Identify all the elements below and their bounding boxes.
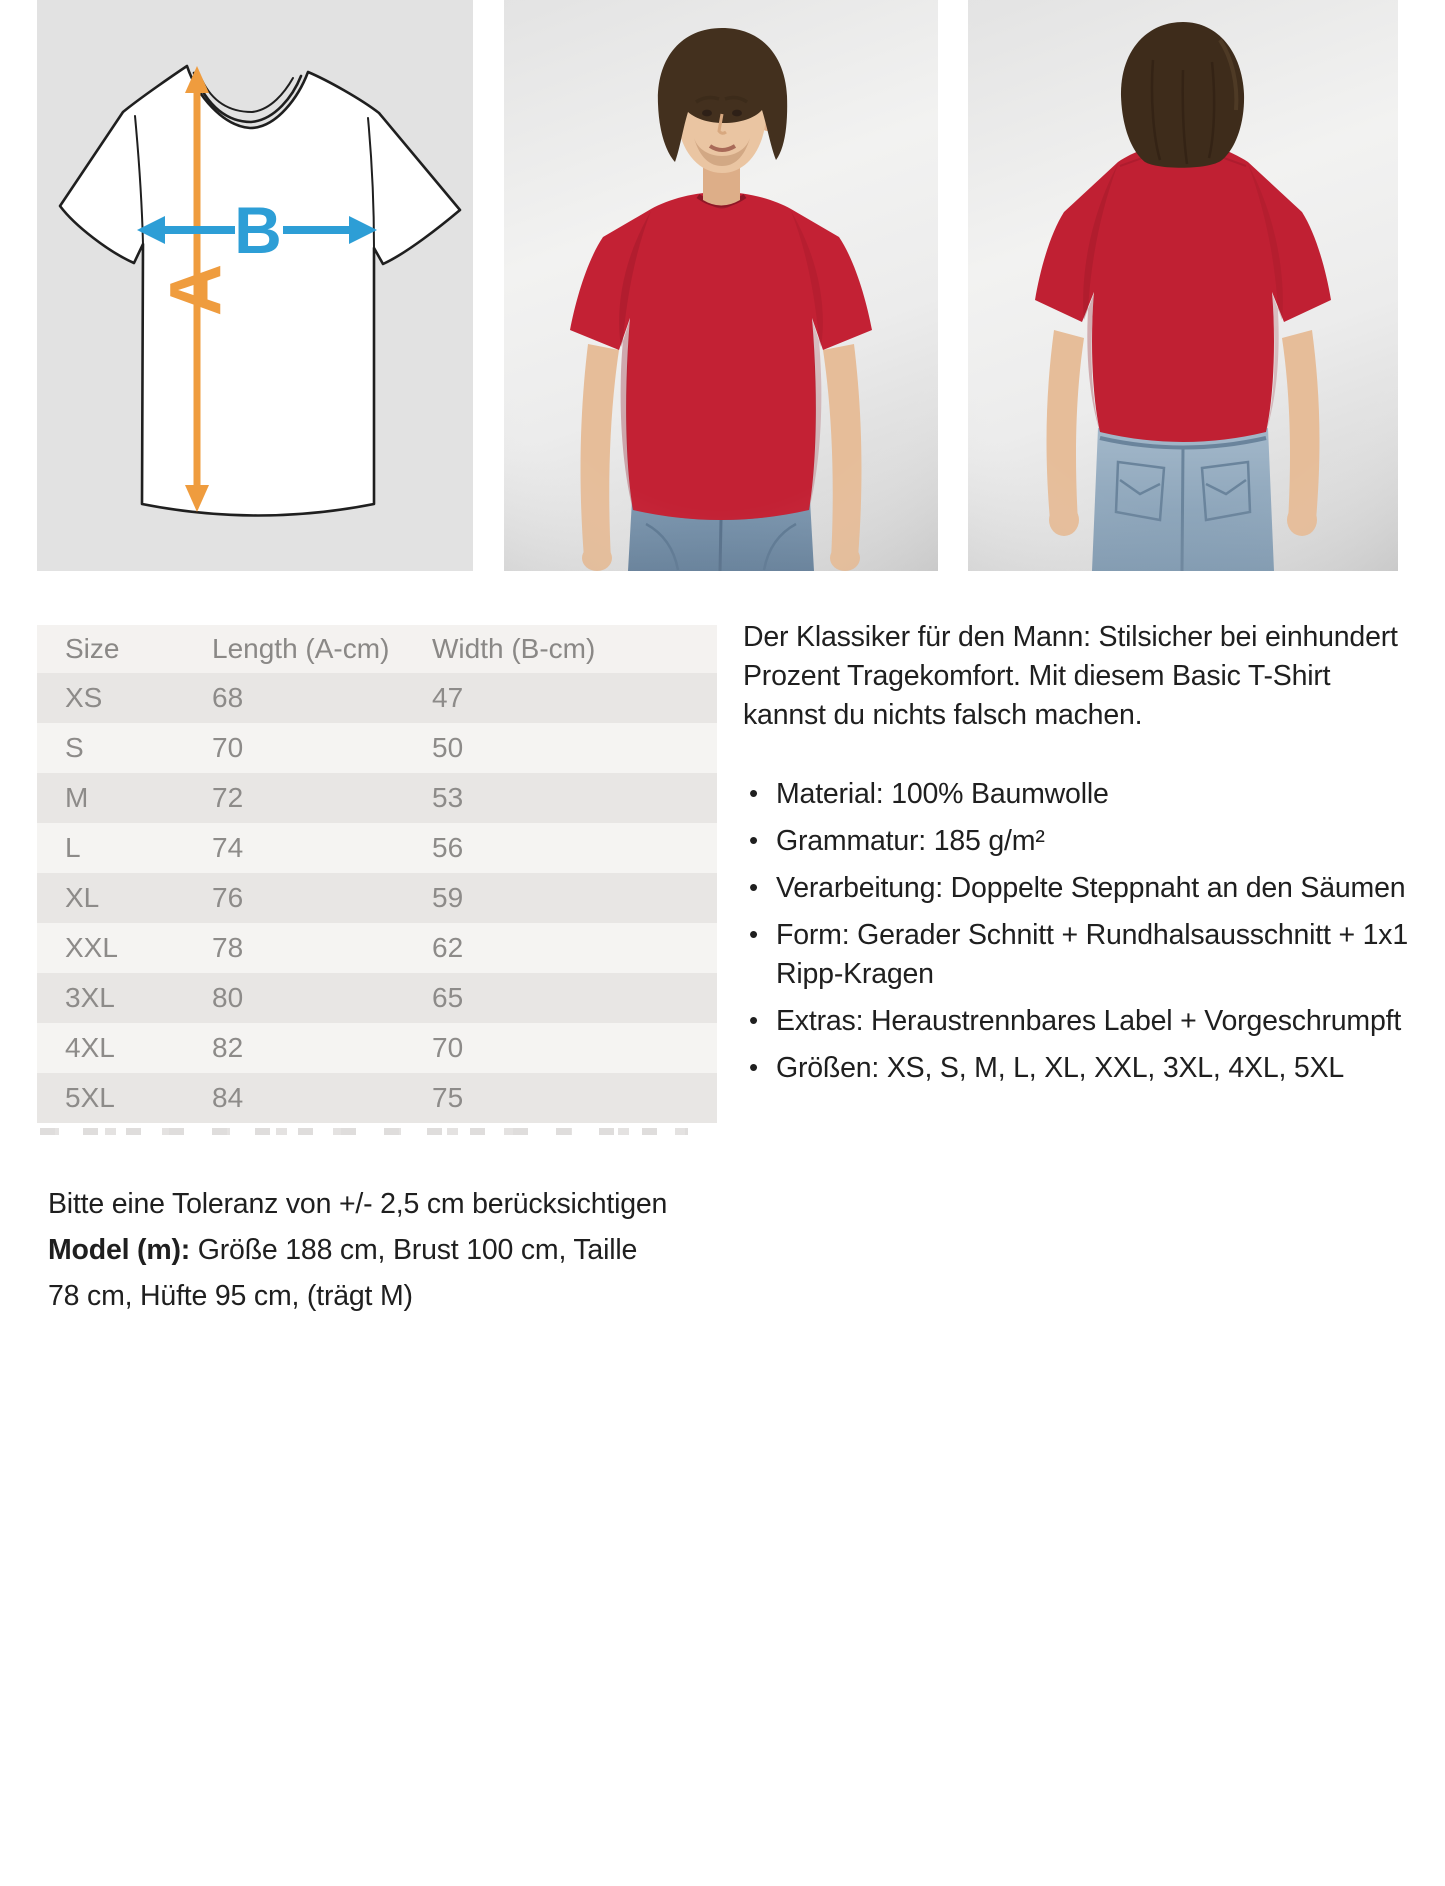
column-header-length: Length (A-cm): [212, 633, 390, 664]
table-cell: 62: [432, 932, 464, 963]
column-header-size: Size: [65, 633, 120, 664]
tolerance-note: Bitte eine Toleranz von +/- 2,5 cm berücksichtigen: [48, 1188, 668, 1220]
table-cell: 74: [212, 832, 244, 863]
table-cell: 84: [212, 1082, 244, 1113]
table-cell: XS: [65, 682, 103, 713]
list-item: • Form: Gerader Schnitt + Rundhalsausschnitt + 1x1 Ripp-Kragen: [743, 916, 1418, 994]
table-row: [37, 973, 717, 1023]
table-row: [37, 873, 717, 923]
table-cell: 5XL: [65, 1082, 115, 1113]
model-note: [48, 1227, 673, 1319]
table-cell: M: [65, 782, 89, 813]
table-row: [37, 723, 717, 773]
list-item: • Grammatur: 185 g/m²: [743, 822, 1418, 861]
table-cell: S: [65, 732, 84, 763]
table-header-row: [37, 625, 717, 673]
photo-vignette: [504, 0, 938, 571]
table-row: [37, 823, 717, 873]
table-row: [37, 673, 717, 723]
table-cell: 4XL: [65, 1032, 115, 1063]
label-b: B: [234, 193, 282, 267]
list-item: • Größen: XS, S, M, L, XL, XXL, 3XL, 4XL, 5XL: [743, 1049, 1418, 1088]
size-table-body: [37, 673, 717, 1123]
description-intro: Der Klassiker für den Mann: Stilsicher bei einhundert Prozent Tragekomfort. Mit diesem Basic T-Shirt kannst du nichts falsch machen.: [743, 621, 1398, 731]
table-cell: 70: [212, 732, 244, 763]
table-cell: 78: [212, 932, 244, 963]
model-front-photo: [504, 0, 938, 571]
label-a: A: [156, 264, 236, 316]
table-row: [37, 773, 717, 823]
table-cell: 56: [432, 832, 464, 863]
size-diagram-image: [37, 0, 473, 571]
product-feature-list: [743, 775, 1418, 1088]
table-row: [37, 1023, 717, 1073]
table-cell: 3XL: [65, 982, 115, 1013]
table-cell: 70: [432, 1032, 464, 1063]
column-header-width: Width (B-cm): [432, 633, 596, 664]
measurement-notes: [48, 1181, 673, 1319]
list-item: • Verarbeitung: Doppelte Steppnaht an den Säumen: [743, 869, 1418, 908]
table-cell: 76: [212, 882, 244, 913]
tshirt-outline-icon: [60, 66, 460, 516]
table-cell: 53: [432, 782, 464, 813]
table-cell: 80: [212, 982, 244, 1013]
table-cell: XL: [65, 882, 100, 913]
list-item: • Material: 100% Baumwolle: [743, 775, 1418, 814]
table-cell: L: [65, 832, 81, 863]
table-cell: 68: [212, 682, 244, 713]
clipped-row-artifact: [40, 1128, 688, 1135]
table-cell: 82: [212, 1032, 244, 1063]
product-description: [743, 618, 1418, 1096]
table-row: [37, 923, 717, 973]
table-cell: 50: [432, 732, 464, 763]
model-note-label: Model (m):: [48, 1234, 191, 1266]
table-cell: 59: [432, 882, 464, 913]
model-note-text: Größe 188 cm, Brust 100 cm, Taille 78 cm, Hüfte 95 cm, (trägt M): [48, 1234, 638, 1312]
tshirt-measurement-diagram: [37, 0, 473, 571]
list-item: • Extras: Heraustrennbares Label + Vorgeschrumpft: [743, 1002, 1418, 1041]
table-cell: 75: [432, 1082, 464, 1113]
table-cell: 47: [432, 682, 464, 713]
table-row: [37, 1073, 717, 1123]
model-front-illustration: [504, 0, 938, 571]
photo-vignette: [968, 0, 1398, 571]
table-cell: 72: [212, 782, 244, 813]
table-cell: 65: [432, 982, 464, 1013]
table-cell: XXL: [65, 932, 118, 963]
size-chart-table: [37, 625, 717, 1123]
model-back-illustration: [968, 0, 1398, 571]
model-back-photo: [968, 0, 1398, 571]
